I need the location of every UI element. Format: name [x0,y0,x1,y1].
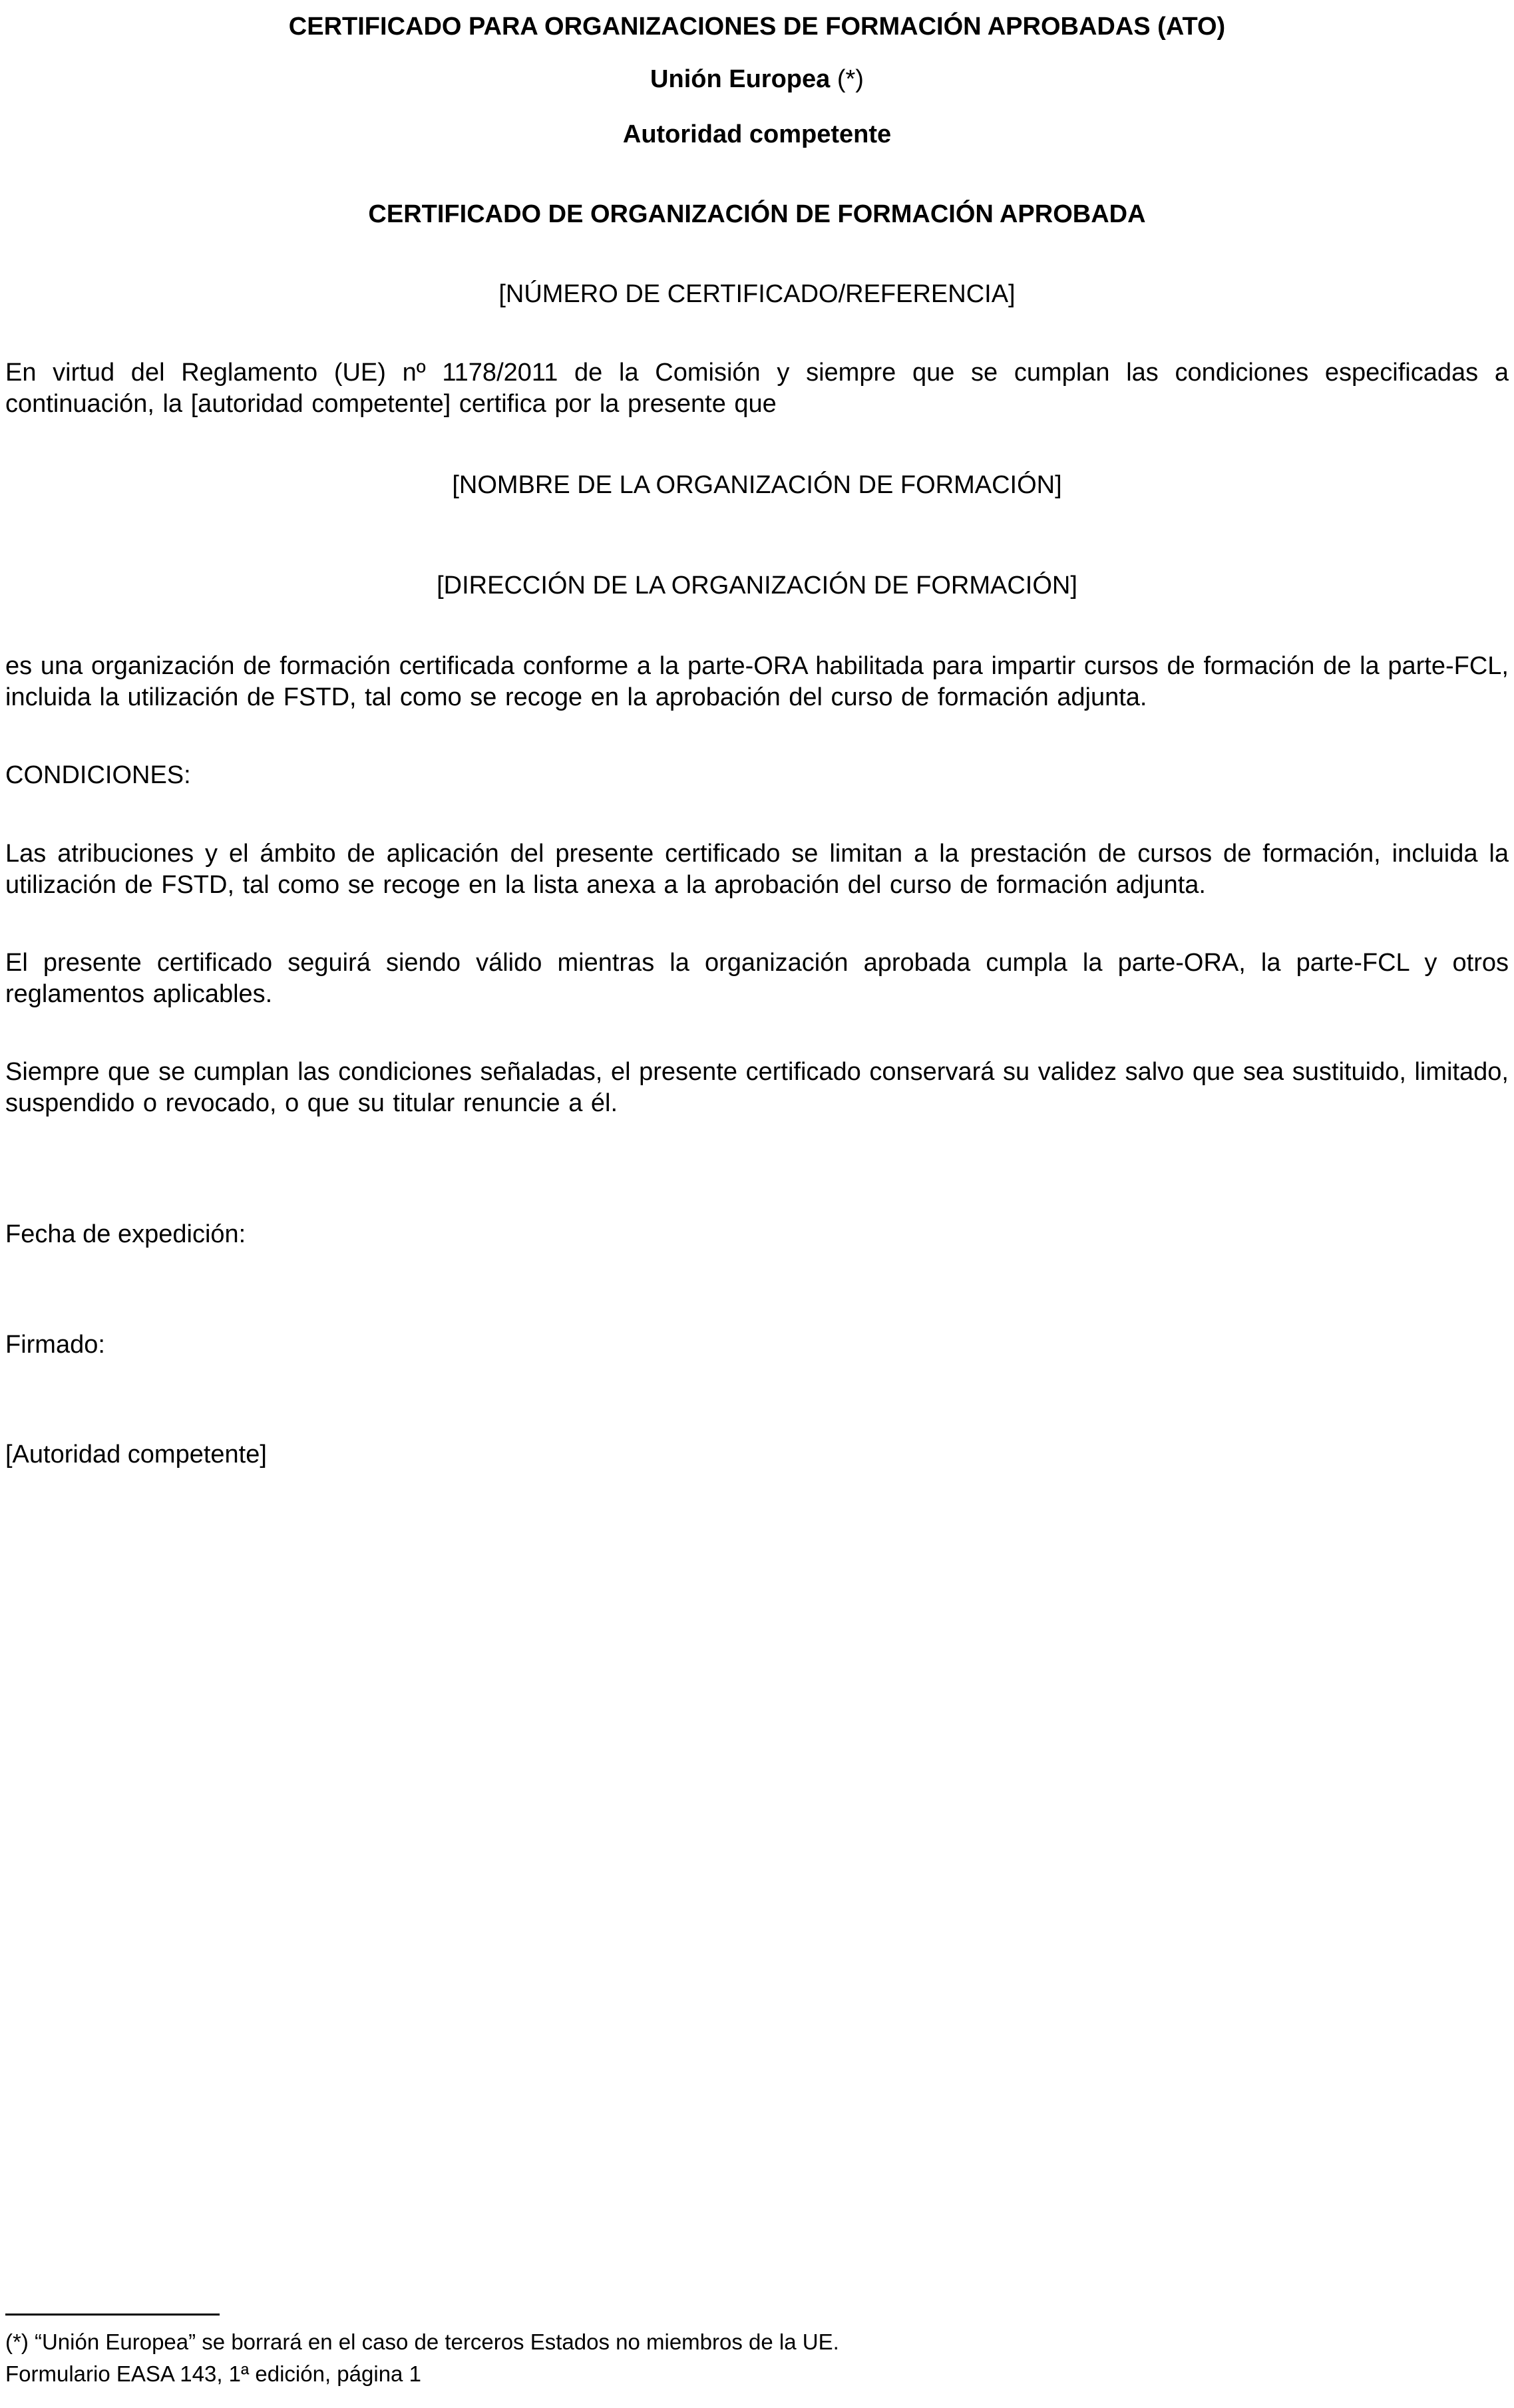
certificate-reference: [NÚMERO DE CERTIFICADO/REFERENCIA] [498,280,1016,308]
authority-heading: Autoridad competente [622,120,892,148]
union-line [5,63,1509,95]
union-label: Unión Europea [650,65,831,93]
conditions-heading: CONDICIONES: [5,761,191,789]
condition-1: Las atribuciones y el ámbito de aplicación del presente certificado se limitan a la prestación de cursos de formación, incluida la utilización de FSTD, tal como se recoge en la lista anexa a la aprobación del curso de formación adjunta. [5,840,1509,899]
organization-name: [NOMBRE DE LA ORGANIZACIÓN DE FORMACIÓN] [452,471,1062,499]
statement-paragraph: es una organización de formación certificada conforme a la parte-ORA habilitada para impartir cursos de formación de la parte-FCL, incluida la utilización de FSTD, tal como se recoge en la aprobación del curso de formación adjunta. [5,652,1509,711]
intro-paragraph: En virtud del Reglamento (UE) nº 1178/2011 de la Comisión y siempre que se cumplan las condiciones especificadas a continuación, la [autoridad competente] certifica por la presente que [5,359,1509,418]
footnote-text: (*) “Unión Europea” se borrará en el caso de terceros Estados no miembros de la UE. [5,2329,839,2354]
form-info: Formulario EASA 143, 1ª edición, página 1 [5,2361,421,2386]
union-footnote-mark: (*) [837,65,864,93]
organization-address: [DIRECCIÓN DE LA ORGANIZACIÓN DE FORMACIÓN] [437,572,1077,600]
condition-2: El presente certificado seguirá siendo válido mientras la organización aprobada cumpla la parte-ORA, la parte-FCL y otros reglamentos aplicables. [5,949,1509,1008]
authority-placeholder: [Autoridad competente] [5,1441,267,1468]
document-title: CERTIFICADO PARA ORGANIZACIONES DE FORMACIÓN APROBADAS (ATO) [288,13,1226,41]
condition-3: Siempre que se cumplan las condiciones señaladas, el presente certificado conservará su validez salvo que sea sustituido, limitado, suspendido o revocado, o que su titular renuncie a él. [5,1058,1509,1117]
certificate-title: CERTIFICADO DE ORGANIZACIÓN DE FORMACIÓN APROBADA [368,200,1146,228]
footnote-divider [5,2314,220,2316]
signed-label: Firmado: [5,1331,105,1359]
issue-date-label: Fecha de expedición: [5,1220,246,1248]
